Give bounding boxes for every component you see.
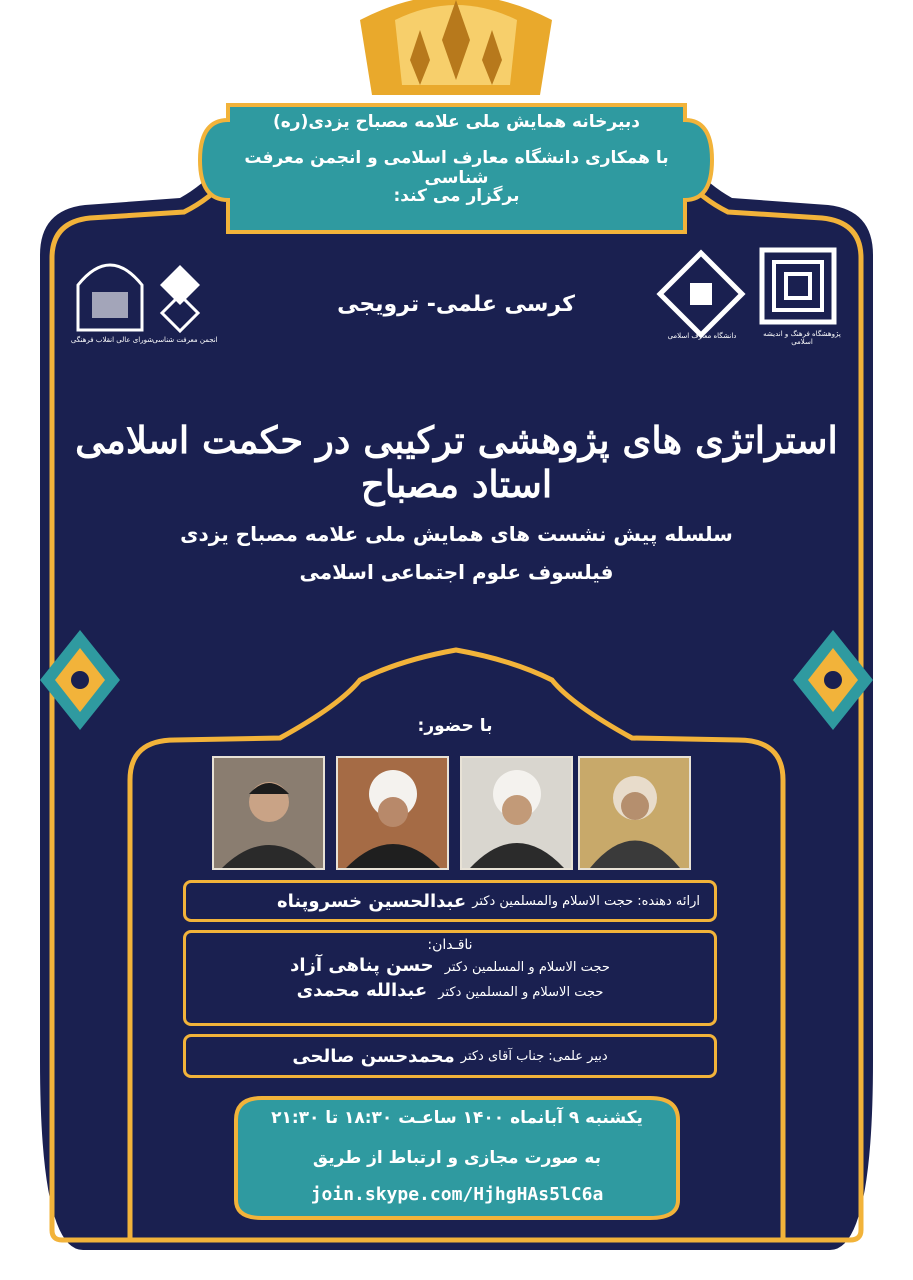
critic-2-row [200,980,700,1001]
header-line-2: با همکاری دانشگاه معارف اسلامی و انجمن معرفت شناسی [244,148,669,188]
schedule-datetime: یکشنبه ۹ آبانماه ۱۴۰۰ ساعـت ۱۸:۳۰ تا ۲۱:۳۰ [271,1108,643,1128]
critics-box [183,930,717,1026]
schedule-mode: به صورت مجازی و ارتباط از طریق [312,1148,602,1168]
header-line-3: برگزار می کند: [393,186,520,206]
secretary-label: دبیر علمی: [548,1048,608,1064]
logo-epistemology-caption: انجمن معرفت شناسی [152,336,218,344]
logo-university-caption: دانشگاه معارف اسلامی [667,332,737,340]
critics-label: ناقـدان: [427,937,473,953]
portrait-critic-2 [336,756,449,870]
event-type: کرسی علمی- ترویجی [337,292,575,317]
skype-link[interactable]: join.skype.com/HjhgHAs5lC6a [310,1184,604,1205]
critic-2-name: عبدالله محمدی [296,980,428,1001]
portrait-critic-1-icon [462,758,571,868]
secretary-name: محمدحسن صالحی [292,1045,455,1067]
critic-1-name: حسن پناهی آزاد [290,955,434,976]
presenter-box [183,880,717,922]
portrait-presenter-icon [580,758,689,868]
critic-2-honorific: حجت الاسلام و المسلمین دکتر [438,985,604,1000]
secretary-box [183,1034,717,1078]
subtitle-line-1: سلسله پیش نشست های همایش ملی علامه مصباح یزدی [180,522,733,546]
logo-council-caption: شورای عالی انقلاب فرهنگی [70,336,154,344]
presenter-label: ارائه دهنده: [637,893,700,909]
subtitle-line-2: فیلسوف علوم اجتماعی اسلامی [299,560,614,584]
presenter-name: عبدالحسین خسروپناه [276,890,467,912]
portrait-secretary [212,756,325,870]
portrait-secretary-icon [214,758,323,868]
main-title: استراتژی های پژوهشی ترکیبی در حکمت اسلامی استاد مصباح [75,418,838,506]
logo-institute-caption: پژوهشگاه فرهنگ و اندیشه اسلامی [763,330,841,346]
critic-1-row [200,955,700,976]
portrait-critic-1 [460,756,573,870]
secretary-honorific: جناب آقای دکتر [460,1048,545,1064]
header-line-1: دبیرخانه همایش ملی علامه مصباح یزدی(ره) [272,112,641,132]
attendance-label: با حضور: [417,716,493,736]
portrait-critic-2-icon [338,758,447,868]
portrait-presenter [578,756,691,870]
critic-1-honorific: حجت الاسلام و المسلمین دکتر [444,960,610,975]
presenter-honorific: حجت الاسلام والمسلمین دکتر [472,893,634,909]
top-ornament [360,0,552,95]
